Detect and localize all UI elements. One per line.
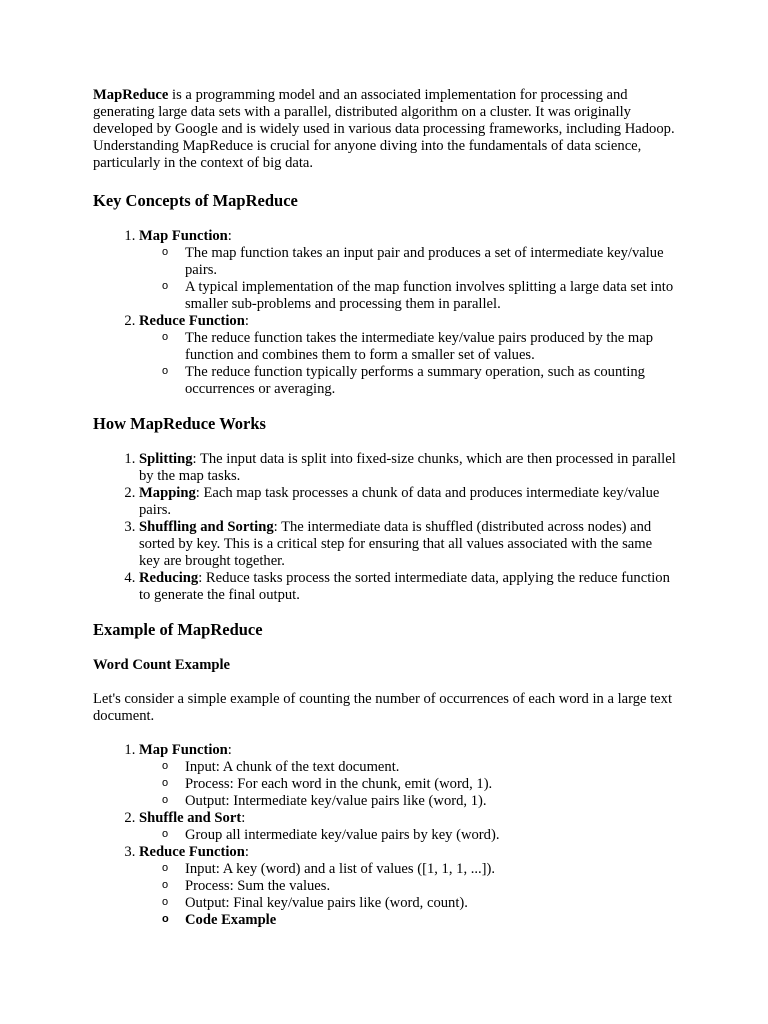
example-sublist <box>139 861 676 929</box>
example-sublist <box>139 827 676 844</box>
step-term: Mapping <box>139 485 196 501</box>
how-it-works-list <box>93 451 676 604</box>
key-concept-term: Map Function <box>139 228 228 244</box>
example-term: Map Function <box>139 742 228 758</box>
example-term: Reduce Function <box>139 844 245 860</box>
example-item <box>139 810 676 844</box>
step-text: : The intermediate data is shuffled (distributed across nodes) and sorted by key. This is a critical step for ensuring that all values associated with the same key are brought together. <box>139 519 653 569</box>
step-term: Reducing <box>139 570 199 586</box>
key-concept-subitem: o The reduce function takes the intermediate key/value pairs produced by the map function and combines them to form a smaller set of values. <box>185 330 676 364</box>
step-text: : Each map task processes a chunk of data and produces intermediate key/value pairs. <box>139 485 660 518</box>
key-concept-sublist <box>139 330 676 398</box>
example-subitem: o Output: Final key/value pairs like (word, count). <box>185 895 676 912</box>
example-description: Let's consider a simple example of counting the number of occurrences of each word in a large text document. <box>93 691 673 724</box>
key-concept-suffix: : <box>227 228 232 244</box>
how-it-works-item <box>139 570 676 604</box>
example-subitem: o Process: Sum the values. <box>185 878 676 895</box>
example-subitem: o Input: A chunk of the text document. <box>185 759 676 776</box>
key-concept-subitem: o A typical implementation of the map function involves splitting a large data set into smaller sub-problems and processing them in parallel. <box>185 279 676 313</box>
how-it-works-item <box>139 519 676 570</box>
key-concept-suffix: : <box>244 313 249 329</box>
code-example-label: Code Example <box>185 912 277 928</box>
example-list <box>93 742 676 929</box>
example-suffix: : <box>241 810 246 826</box>
example-suffix: : <box>244 844 249 860</box>
intro-paragraph <box>93 87 676 172</box>
intro-term: MapReduce <box>93 87 169 103</box>
example-heading: Example of MapReduce <box>93 620 263 639</box>
key-concept-term: Reduce Function <box>139 313 245 329</box>
step-term: Shuffling and Sorting <box>139 519 274 535</box>
key-concepts-heading: Key Concepts of MapReduce <box>93 191 298 210</box>
key-concept-subitem: o The map function takes an input pair and produces a set of intermediate key/value pairs. <box>185 245 676 279</box>
example-subitem: o Process: For each word in the chunk, emit (word, 1). <box>185 776 676 793</box>
example-subitem-code <box>185 912 676 929</box>
key-concept-sublist <box>139 245 676 313</box>
example-subheading: Word Count Example <box>93 657 231 673</box>
intro-text: is a programming model and an associated implementation for processing and generating large data sets with a parallel, distributed algorithm on a cluster. It was originally developed by Google and is widely used in various data processing frameworks, including Hadoop. Understanding MapReduce is crucial for anyone diving into the fundamentals of data science, particularly in the context of big data. <box>93 87 675 171</box>
example-subitem: o Group all intermediate key/value pairs by key (word). <box>185 827 676 844</box>
key-concepts-list <box>93 228 676 398</box>
step-text: : Reduce tasks process the sorted intermediate data, applying the reduce function to generate the final output. <box>139 570 670 603</box>
example-subitem: o Output: Intermediate key/value pairs like (word, 1). <box>185 793 676 810</box>
step-text: : The input data is split into fixed-size chunks, which are then processed in parallel by the map tasks. <box>139 451 676 484</box>
key-concept-subitem: o The reduce function typically performs a summary operation, such as counting occurrences or averaging. <box>185 364 676 398</box>
example-sublist <box>139 759 676 810</box>
how-it-works-item <box>139 451 676 485</box>
step-term: Splitting <box>139 451 193 467</box>
key-concept-item <box>139 228 676 313</box>
example-term: Shuffle and Sort <box>139 810 242 826</box>
example-subitem: o Input: A key (word) and a list of values ([1, 1, 1, ...]). <box>185 861 676 878</box>
example-item <box>139 742 676 810</box>
how-it-works-item <box>139 485 676 519</box>
example-item <box>139 844 676 929</box>
how-it-works-heading: How MapReduce Works <box>93 414 266 433</box>
example-suffix: : <box>227 742 232 758</box>
key-concept-item <box>139 313 676 398</box>
